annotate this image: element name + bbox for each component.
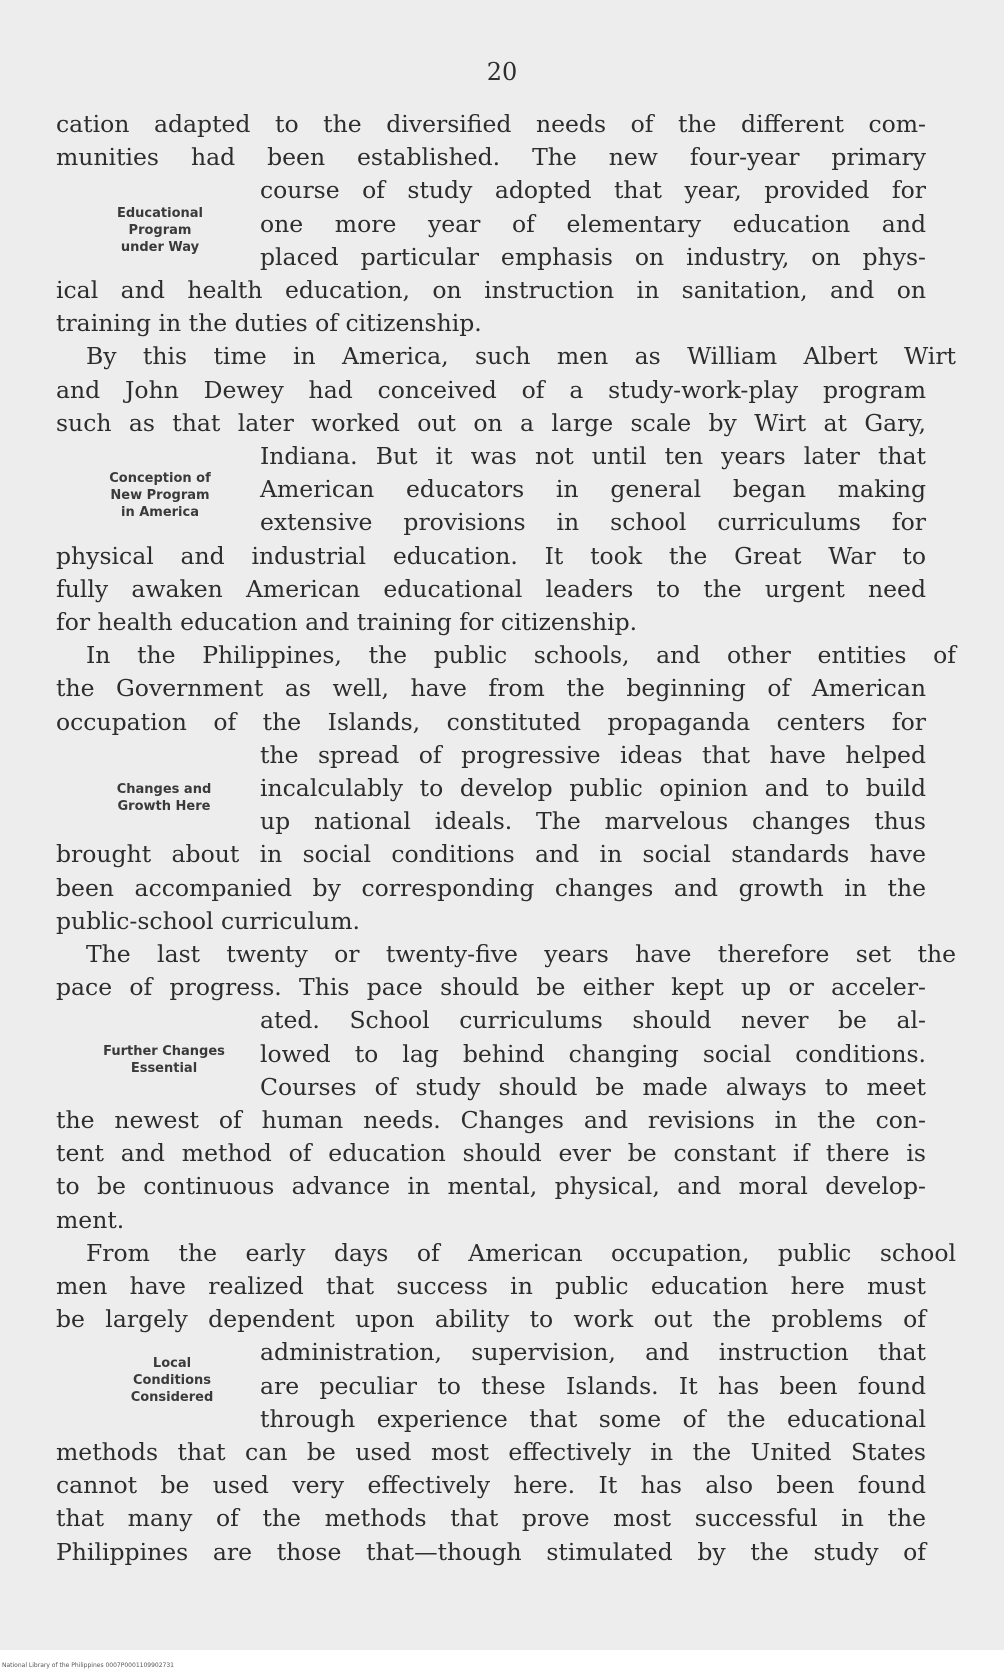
text-line: such as that later worked out on a large scale by Wirt at Gary, bbox=[56, 408, 926, 437]
text-line: the newest of human needs. Changes and revisions in the con- bbox=[56, 1106, 926, 1134]
text-line: occupation of the Islands, constituted propaganda centers for bbox=[56, 707, 926, 736]
text-line: ical and health education, on instruction in sanitation, and on bbox=[56, 276, 926, 304]
text-line: physical and industrial education. It took the Great War to bbox=[56, 541, 926, 570]
sidenote-conception: Conception of New Program in America bbox=[109, 471, 211, 520]
library-footer: National Library of the Philippines 0007P0001109902731 bbox=[2, 1662, 174, 1669]
text-line: public-school curriculum. bbox=[56, 906, 360, 935]
text-line: cannot be used very effectively here. It has also been found bbox=[56, 1471, 926, 1500]
text-line: cation adapted to the diversified needs of the different com- bbox=[56, 110, 926, 138]
text-line: Philippines are those that—though stimulated by the study of bbox=[56, 1537, 926, 1566]
sidenote-changes-growth: Changes and Growth Here bbox=[116, 782, 212, 814]
text-line: pace of progress. This pace should be either kept up or acceler- bbox=[56, 973, 926, 1002]
text-line: In the Philippines, the public schools, and other entities of bbox=[86, 641, 956, 670]
text-line: The last twenty or twenty-five years have therefore set the bbox=[86, 940, 956, 968]
text-line: extensive provisions in school curriculums for bbox=[260, 508, 926, 537]
text-line: methods that can be used most effectively in the United States bbox=[56, 1438, 926, 1466]
text-line: that many of the methods that prove most successful in the bbox=[56, 1504, 926, 1533]
sidenote-educational-program: Educational Program under Way bbox=[116, 206, 203, 255]
text-line: tent and method of education should ever be constant if there is bbox=[56, 1139, 926, 1168]
sidenote-local-conditions: Local Conditions Considered bbox=[130, 1356, 214, 1405]
text-line: the Government as well, have from the beginning of American bbox=[56, 674, 926, 703]
text-line: be largely dependent upon ability to work out the problems of bbox=[56, 1305, 926, 1334]
sidenote-further-changes: Further Changes Essential bbox=[103, 1044, 225, 1076]
text-line: up national ideals. The marvelous changes thus bbox=[260, 807, 926, 836]
text-line: ment. bbox=[56, 1205, 125, 1234]
text-line: Courses of study should be made always to meet bbox=[260, 1072, 926, 1101]
text-line: are peculiar to these Islands. It has been found bbox=[260, 1371, 926, 1400]
text-line: training in the duties of citizenship. bbox=[56, 309, 482, 338]
text-line: through experience that some of the educational bbox=[260, 1404, 926, 1433]
text-line: one more year of elementary education and bbox=[260, 209, 926, 238]
text-line: American educators in general began making bbox=[260, 475, 926, 504]
text-line: From the early days of American occupation, public school bbox=[86, 1238, 956, 1267]
page-number: 20 bbox=[486, 58, 518, 86]
text-line: administration, supervision, and instruction that bbox=[260, 1338, 926, 1367]
text-line: incalculably to develop public opinion and to build bbox=[260, 774, 926, 802]
text-line: to be continuous advance in mental, physical, and moral develop- bbox=[56, 1172, 926, 1201]
text-line: placed particular emphasis on industry, on phys- bbox=[260, 242, 926, 271]
text-line: men have realized that success in public education here must bbox=[56, 1272, 926, 1300]
text-line: for health education and training for citizenship. bbox=[56, 608, 638, 636]
text-line: munities had been established. The new four-year primary bbox=[56, 143, 926, 172]
text-line: fully awaken American educational leaders to the urgent need bbox=[56, 574, 926, 603]
text-line: lowed to lag behind changing social conditions. bbox=[260, 1039, 926, 1068]
text-line: been accompanied by corresponding changes and growth in the bbox=[56, 873, 926, 902]
text-line: By this time in America, such men as William Albert Wirt bbox=[86, 342, 956, 371]
text-line: Indiana. But it was not until ten years later that bbox=[260, 442, 926, 470]
text-line: course of study adopted that year, provided for bbox=[260, 176, 926, 205]
text-line: the spread of progressive ideas that have helped bbox=[260, 740, 926, 769]
text-line: brought about in social conditions and in social standards have bbox=[56, 840, 926, 869]
text-line: and John Dewey had conceived of a study-work-play program bbox=[56, 375, 926, 404]
text-line: ated. School curriculums should never be al- bbox=[260, 1006, 926, 1035]
